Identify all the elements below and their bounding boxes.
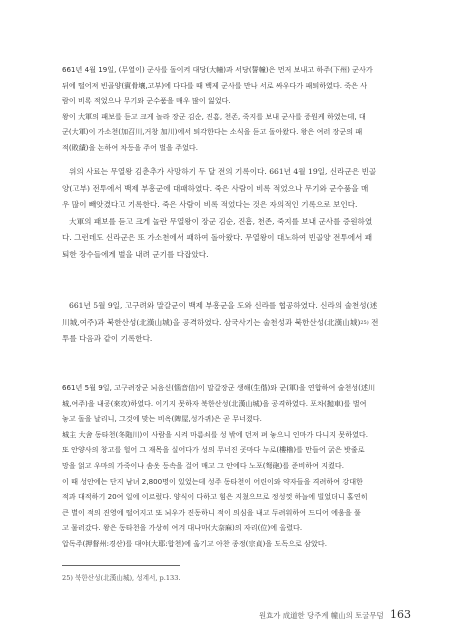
quote-line: 고 물러갔다. 왕은 동타천을 가상히 여겨 대나마(大奈麻)의 자리(位)에 올렸다. [62,523,303,533]
quote-line: 놓고 돌을 날리니, 그것에 맞는 비옥(陴屋,성가퀴)은 곧 무너졌다. [62,414,262,424]
body2-line-2a: 川城,여주)과 북한산성(北漢山城)을 공격하였다. 삼국사기는 술천성과 북한산성(北漢山城) [62,317,361,327]
quote-line: 큰 별이 적의 진영에 떨어지고 또 뇌우가 진동하니 적이 의심을 내고 두려워하여 드디어 에움을 풀 [62,507,361,517]
page-number: 163 [390,608,411,621]
page-footer [259,608,411,621]
body2-line-1: 661년 5월 9일, 고구려와 말갈군이 백제 부흥군을 도와 신라를 협공하였다. 신라의 술천성(述 [69,301,378,310]
quote-line: 적(敗績)을 논하여 차등을 주어 벌을 주었다. [62,142,199,152]
footnote-reference[interactable]: 25) [360,319,369,326]
body2-line-2 [62,315,412,332]
quote-line: 뒤에 떨어져 빈골양(賓骨壤,고부)에 다다를 때 백제 군사를 만나 서로 싸우다가 패퇴하였다. 죽은 사 [62,80,368,90]
body-line: 위의 사료는 무열왕 김춘추가 사망하기 두 달 전의 기록이다. 661년 4월 19일, 신라군은 빈골 [69,167,377,176]
quote-line: 군(大軍)이 가소천(加召川,거창 加川)에서 퇴각한다는 소식을 듣고 돌아왔다. 왕은 여러 장군의 패 [62,127,363,137]
quote-line: 왕이 大軍의 패보를 듣고 크게 놀라 장군 김순, 진흠, 천존, 죽지를 보내 군사를 증원케 하였는데, 대 [62,111,366,121]
running-title: 원효가 成道한 당주계 幢山의 토굴무덤 [259,611,384,620]
quote-line: 적과 대적하기 20여 일에 이르렀다. 양식이 다하고 힘은 지쳤으므로 정성껏 하늘에 빌었더니 홀연히 [62,492,368,502]
quote-line: 또 안양사의 창고를 헐어 그 재목을 실어다가 성의 무너진 곳마다 누로(樓櫓)를 만들어 굵은 밧줄로 [62,445,365,455]
body2-line-3: 투를 다음과 같이 기록한다. [62,334,153,344]
body-line: 양(고부) 전투에서 백제 부흥군에 대패하였다. 죽은 사람이 비록 적었으나 무기와 군수품을 매 [62,183,369,193]
quote-block-2 [62,380,412,552]
body-paragraph-2 [62,298,412,348]
quote-block-1 [62,62,412,156]
quote-line: 망을 얽고 우마의 가죽이나 솜옷 등속을 걸어 매고 그 안에다 노포(弩砲)를 준비하여 지켰다. [62,460,345,470]
quote-line: 람이 비록 적었으나 무기와 군수품을 매우 많이 잃었다. [62,96,231,106]
quote-line: 661년 5월 9일, 고구려장군 뇌음신(惱音信)이 말갈장군 생해(生偕)와 군(軍)을 연합하여 술천성(述川 [62,383,376,392]
body-paragraph-1 [62,164,412,264]
body2-line-2b: 전 [368,317,379,327]
quote-line: 661년 4월 19일, (무열이) 군사를 돌이켜 대당(大幢)과 서당(誓幢)은 먼저 보내고 하주(下州) 군사가 [62,65,373,74]
quote-line: 이 때 성안에는 단지 남녀 2,800명이 있었는데 성주 동타천이 어린이와 약자들을 격려하여 강대한 [62,476,363,486]
body-line: 퇴한 장수들에게 벌을 내려 군기를 다잡았다. [62,249,209,259]
footnote-divider [62,565,180,566]
body-line: 다. 그런데도 신라군은 또 가소천에서 패하여 돌아왔다. 무열왕이 대노하여 빈골양 전투에서 패 [62,233,373,243]
quote-line: 압독주(押督州:경산)를 대야(大耶:합천)에 옮기고 아찬 종정(宗貞)을 도독으로 삼았다. [62,538,327,548]
quote-line: 城,여주)을 내공(來攻)하였다. 이기지 못하자 북한산성(北漢山城)을 공격하였다. 포차(抛車)를 벌여 [62,398,367,408]
body-line: 우 많이 빼앗겼다고 기록한다. 죽은 사람이 비록 적었다는 것은 자의적인 기록으로 보인다. [62,200,358,210]
footnote: 25) 북한산성(北漢山城), 성계서, p.133. [62,574,181,582]
body-line: 大軍의 패보를 듣고 크게 놀란 무열왕이 장군 김순, 진흠, 천존, 죽지를 보내 군사를 증원하였 [69,216,373,226]
quote-line: 城主 大舍 동타천(冬陁川)이 사람을 시켜 마름쇠를 성 밖에 던져 펴 놓으니 인마가 다니지 못하였다. [62,429,369,439]
